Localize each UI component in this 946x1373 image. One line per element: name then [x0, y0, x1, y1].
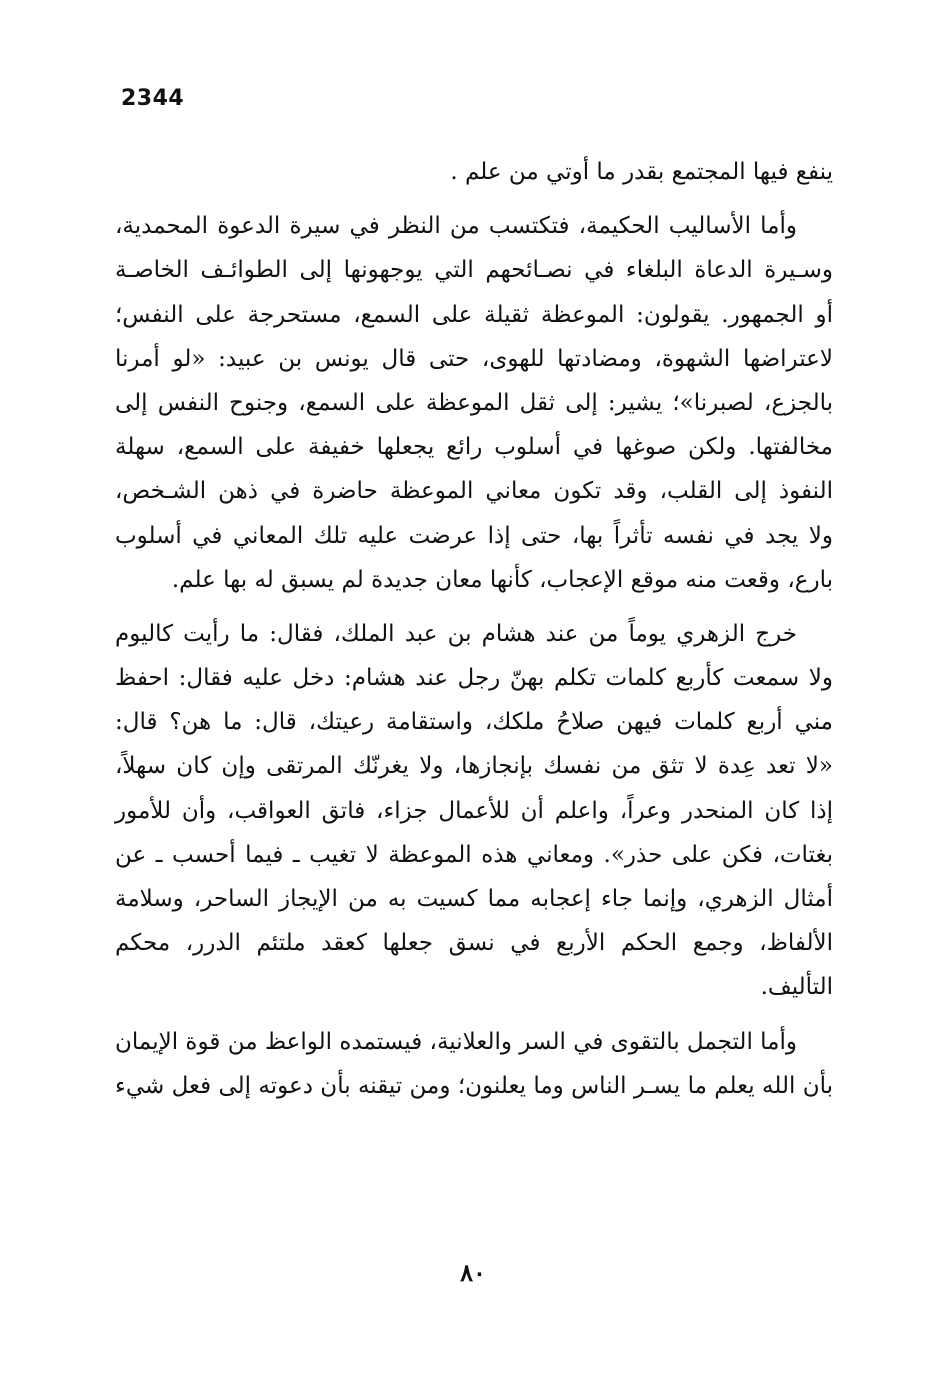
text-line: أمثال الزهري، وإنما جاء إعجابه مما كسيت به من الإيجاز الساحر، وسلامة: [115, 886, 833, 912]
paragraph-gap: [115, 194, 833, 204]
text-line: الألفاظ، وجمع الحكم الأربع في نسق جعلها كعقد ملتئم الدرر، محكم: [115, 930, 833, 957]
page-code: 2344: [121, 86, 185, 111]
text-line: إذا كان المنحدر وعراً، واعلم أن للأعمال جزاء، فاتق العواقب، وأن للأمور: [115, 797, 833, 824]
text-line: وأما التجمل بالتقوى في السر والعلانية، فيستمده الواعظ من قوة الإيمان: [115, 1028, 797, 1055]
text-line: بالجزع، لصبرنا»؛ يشير: إلى ثقل الموعظة على السمع، وجنوح النفس إلى: [115, 389, 833, 416]
text-line: وسـيرة الدعاة البلغاء في نصـائحهم التي يوجهونها إلى الطوائـف الخاصـة: [115, 257, 833, 284]
text-line: مخالفتها. ولكن صوغها في أسلوب رائع يجعلها خفيفة على السمع، سهلة: [115, 434, 833, 461]
text-line: ينفع فيها المجتمع بقدر ما أوتي من علم .: [450, 159, 833, 185]
paragraph-gap: [115, 1010, 833, 1020]
text-line: «لا تعد عِدة لا تثق من نفسك بإنجازها، ولا يغرنّك المرتقى وإن كان سهلاً،: [115, 753, 833, 780]
text-line: خرج الزهري يوماً من عند هشام بن عبد الملك، فقال: ما رأيت كاليوم: [115, 620, 797, 647]
text-line: ولا يجد في نفسه تأثراً بها، حتى إذا عرضت عليه تلك المعاني في أسلوب: [115, 522, 833, 549]
text-line: ولا سمعت كأربع كلمات تكلم بهنّ رجل عند هشام: دخل عليه فقال: احفظ: [115, 665, 833, 692]
text-line: النفوذ إلى القلب، وقد تكون معاني الموعظة حاضرة في ذهن الشـخص،: [115, 478, 833, 505]
text-line: التأليف.: [760, 974, 833, 1001]
text-line: أو الجمهور. يقولون: الموعظة ثقيلة على السمع، مستحرجة على النفس؛: [115, 301, 833, 328]
text-line: مني أربع كلمات فيهن صلاحُ ملكك، واستقامة رعيتك، قال: ما هن؟ قال:: [115, 709, 834, 736]
paragraph-gap: [115, 602, 833, 612]
text-line: بغتات، فكن على حذر». ومعاني هذه الموعظة لا تغيب ـ فيما أحسب ـ عن: [115, 841, 833, 868]
text-line: بارع، وقعت منه موقع الإعجاب، كأنها معان جديدة لم يسبق له بها علم.: [171, 566, 833, 593]
text-line: لاعتراضها الشهوة، ومضادتها للهوى، حتى قال يونس بن عبيد: «لو أمرنا: [115, 345, 833, 372]
page-number: ٨٠: [460, 1258, 486, 1287]
text-line: وأما الأساليب الحكيمة، فتكتسب من النظر في سيرة الدعوة المحمدية،: [115, 213, 797, 240]
body-text: [115, 150, 833, 1108]
text-line: بأن الله يعلم ما يسـر الناس وما يعلنون؛ ومن تيقنه بأن دعوته إلى فعل شيء: [115, 1072, 833, 1099]
